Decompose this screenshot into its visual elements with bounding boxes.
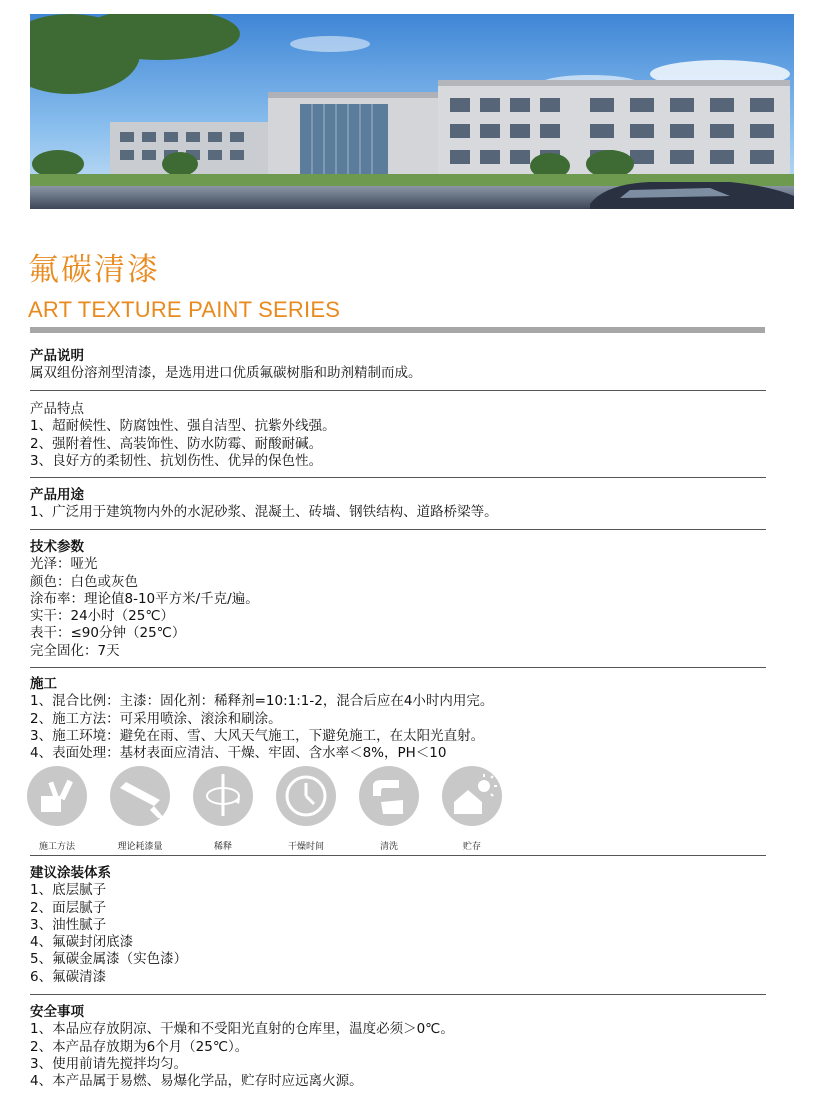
icon-item-coverage	[105, 766, 175, 852]
icon-item-cleaning	[354, 766, 424, 852]
section-description	[30, 348, 780, 383]
dilution-icon	[193, 766, 253, 826]
section-line: 6、氟碳清漆	[30, 968, 107, 985]
section-line: 3、施工环境：避免在雨、雪、大风天气施工，下避免施工，在太阳光直射。	[30, 727, 485, 744]
section-line: 实干：24小时（25℃）	[30, 608, 175, 625]
section-line: 涂布率：理论值8-10平方米/千克/遍。	[30, 590, 259, 607]
section-line: 表干：≤90分钟（25℃）	[30, 625, 186, 642]
section-heading: 技术参数	[30, 539, 84, 555]
section-line: 3、油性腻子	[30, 916, 107, 933]
drying-time-icon	[276, 766, 336, 826]
process-icons-row	[22, 766, 522, 852]
section-usage	[30, 487, 780, 522]
page-subtitle: ART TEXTURE PAINT SERIES	[28, 297, 341, 322]
section-heading: 施工	[30, 676, 57, 692]
divider	[30, 994, 766, 995]
section-heading: 建议涂装体系	[30, 865, 111, 881]
icon-label: 贮存	[462, 842, 481, 852]
section-line: 2、强附着性、高装饰性、防水防霉、耐酸耐碱。	[30, 435, 323, 452]
section-specs	[30, 539, 780, 660]
section-line: 4、表面处理：基材表面应清洁、干燥、牢固、含水率＜8%，PH＜10	[30, 745, 447, 762]
hero-building-photo	[30, 14, 794, 209]
section-line: 属双组份溶剂型清漆，是选用进口优质氟碳树脂和助剂精制而成。	[30, 365, 422, 382]
page-title: 氟碳清漆	[28, 252, 160, 288]
icon-label: 稀释	[213, 842, 232, 852]
section-safety	[30, 1004, 780, 1090]
section-system	[30, 865, 780, 986]
section-heading: 产品说明	[30, 348, 84, 364]
section-heading: 产品特点	[30, 401, 84, 417]
section-line: 完全固化：7天	[30, 642, 120, 659]
icon-item-dilution	[188, 766, 258, 852]
icon-item-storage	[437, 766, 507, 852]
section-heading: 产品用途	[30, 487, 84, 503]
section-line: 1、本品应存放阴凉、干燥和不受阳光直射的仓库里，温度必须＞0℃。	[30, 1021, 454, 1038]
icon-item-application	[22, 766, 92, 852]
section-line: 4、氟碳封闭底漆	[30, 934, 134, 951]
section-line: 3、使用前请先搅拌均匀。	[30, 1055, 188, 1072]
cleaning-icon	[359, 766, 419, 826]
icon-label: 干燥时间	[287, 842, 324, 852]
section-line: 2、施工方法：可采用喷涂、滚涂和刷涂。	[30, 710, 282, 727]
icon-label: 理论耗漆量	[117, 842, 163, 852]
section-line: 1、底层腻子	[30, 882, 107, 899]
section-line: 1、混合比例：主漆：固化剂：稀释剂=10:1:1-2，混合后应在4小时内用完。	[30, 693, 494, 710]
section-line: 颜色：白色或灰色	[30, 573, 138, 590]
divider	[30, 855, 766, 856]
section-line: 1、超耐候性、防腐蚀性、强自洁型、抗紫外线强。	[30, 418, 336, 435]
icon-label: 施工方法	[38, 842, 75, 852]
section-features	[30, 401, 780, 470]
section-line: 4、本产品属于易燃、易爆化学品，贮存时应远离火源。	[30, 1073, 363, 1090]
section-line: 1、广泛用于建筑物内外的水泥砂浆、混凝土、砖墙、钢铁结构、道路桥梁等。	[30, 504, 498, 521]
section-line: 2、面层腻子	[30, 899, 107, 916]
divider	[30, 667, 766, 668]
divider	[30, 390, 766, 391]
section-line: 5、氟碳金属漆（实色漆）	[30, 951, 188, 968]
divider	[30, 477, 766, 478]
section-line: 光泽：哑光	[30, 556, 98, 573]
section-line: 2、本产品存放期为6个月（25℃）。	[30, 1038, 249, 1055]
storage-icon	[442, 766, 502, 826]
title-underline-bar	[30, 327, 765, 333]
section-construction	[30, 676, 780, 762]
application-method-icon	[27, 766, 87, 826]
coverage-icon	[110, 766, 170, 826]
divider	[30, 529, 766, 530]
icon-item-drying-time	[271, 766, 341, 852]
icon-label: 清洗	[379, 842, 398, 852]
section-heading: 安全事项	[30, 1004, 84, 1020]
section-line: 3、良好方的柔韧性、抗划伤性、优异的保色性。	[30, 452, 323, 469]
